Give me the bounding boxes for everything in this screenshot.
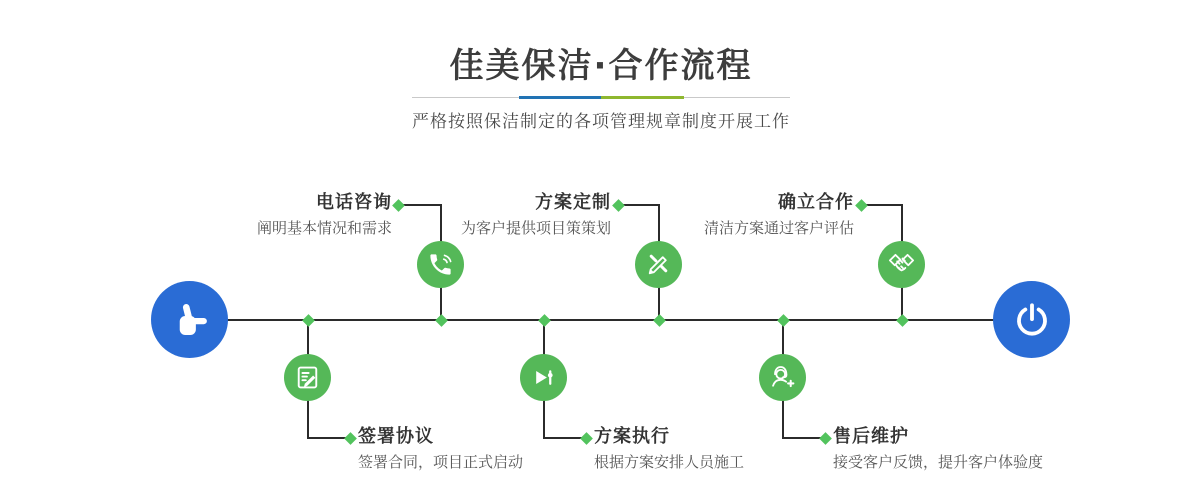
diamond-marker [435,314,448,327]
step-desc: 为客户提供项目策策划 [460,219,611,237]
connector-line [782,437,822,439]
diamond-marker [538,314,551,327]
step-circle-design [635,241,682,288]
step-circle-sign [284,354,331,401]
start-node [151,281,228,358]
step-desc: 清洁方案通过客户评估 [703,219,854,237]
step-desc: 根据方案安排人员施工 [594,453,745,471]
page-subtitle: 严格按照保洁制定的各项管理规章制度开展工作 [412,112,790,132]
step-title: 方案定制 [535,192,611,213]
divider-blue-segment [519,96,601,99]
play-slider-icon [530,364,557,391]
step-label-design [461,192,611,239]
end-node [993,281,1070,358]
diamond-marker [392,199,405,212]
connector-line [307,437,347,439]
power-icon [1012,300,1052,340]
connector-line [543,437,583,439]
step-desc: 阐明基本情况和需求 [256,219,392,237]
diamond-marker [302,314,315,327]
step-label-sign [358,426,523,473]
title-divider [412,97,790,98]
step-title: 确立合作 [778,192,854,213]
handshake-icon [887,250,916,279]
divider-green-segment [601,96,684,99]
step-circle-support [759,354,806,401]
step-title: 电话咨询 [316,192,392,213]
diamond-marker [896,314,909,327]
step-desc: 签署合同，项目正式启动 [358,453,524,471]
connector-line [620,204,660,206]
step-label-support [833,426,1043,473]
step-label-execute [594,426,744,473]
diamond-marker [777,314,790,327]
diamond-marker [580,432,593,445]
page-title: 佳美保洁·合作流程 [449,46,753,86]
step-circle-execute [520,354,567,401]
step-label-phone [257,192,392,239]
document-pen-icon [294,364,321,391]
diamond-marker [855,199,868,212]
step-title: 签署协议 [358,426,434,447]
diamond-marker [819,432,832,445]
step-label-cooperate [704,192,854,239]
step-title: 方案执行 [594,426,670,447]
step-circle-handshake [878,241,925,288]
diamond-marker [344,432,357,445]
diamond-marker [653,314,666,327]
step-circle-phone [417,241,464,288]
headset-plus-icon [768,363,797,392]
diamond-marker [612,199,625,212]
crossed-pencils-icon [645,251,672,278]
phone-call-icon [427,251,454,278]
connector-line [400,204,442,206]
step-desc: 接受客户反馈，提升客户体验度 [833,453,1044,471]
hand-pointer-icon [168,298,212,342]
step-title: 售后维护 [833,426,909,447]
